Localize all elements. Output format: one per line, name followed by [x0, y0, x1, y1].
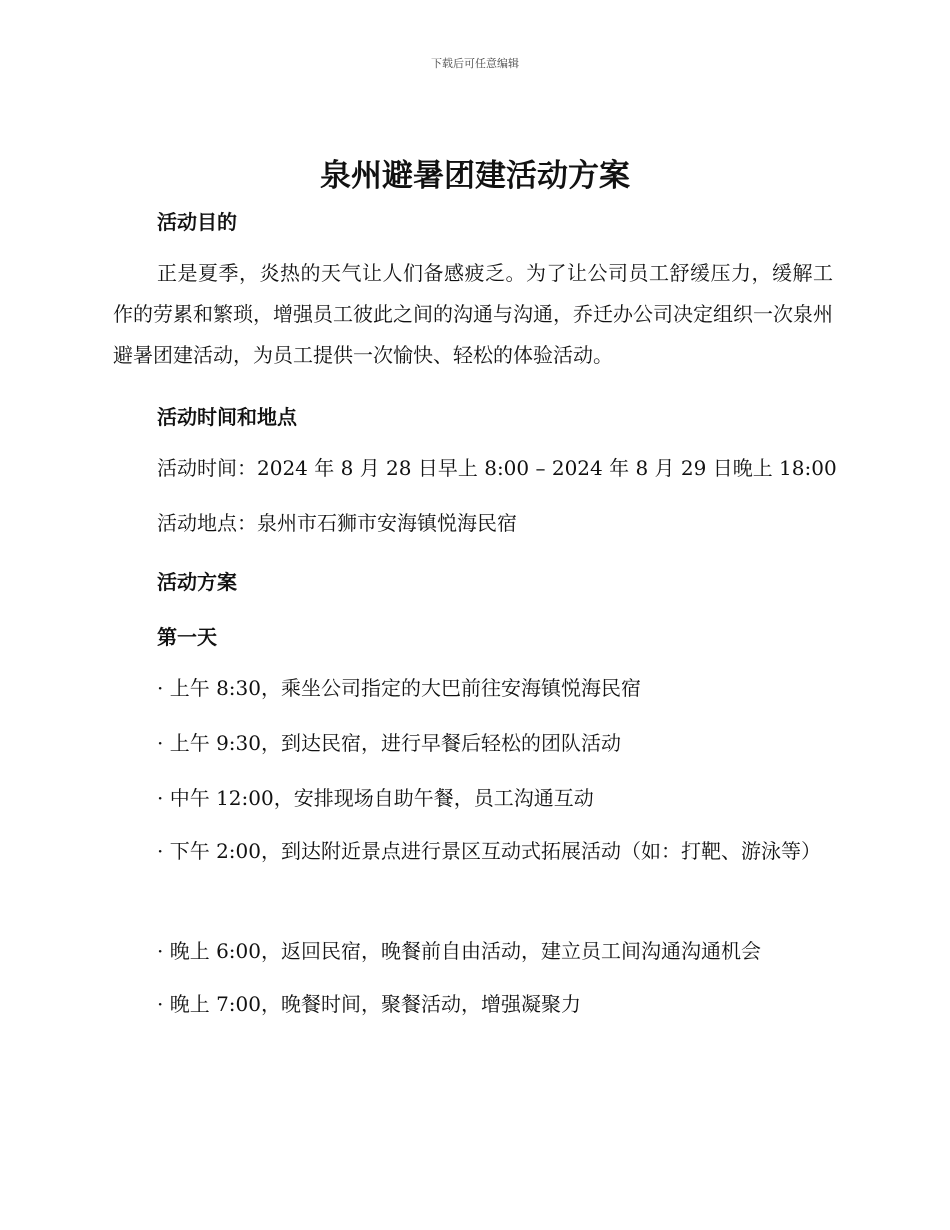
day1-heading: 第一天: [157, 625, 217, 649]
section-heading-plan: 活动方案: [157, 570, 237, 594]
activity-time: 活动时间：2024 年 8 月 28 日早上 8:00 – 2024 年 8 月 29 日晚上 18:00: [157, 456, 837, 480]
list-item: · 晚上 7:00，晚餐时间，聚餐活动，增强凝聚力: [157, 992, 581, 1016]
section-heading-time-place: 活动时间和地点: [157, 405, 297, 429]
list-item: · 下午 2:00，到达附近景点进行景区互动式拓展活动（如：打靶、游泳等）: [157, 839, 821, 863]
purpose-paragraph: 正是夏季，炎热的天气让人们备感疲乏。为了让公司员工舒缓压力，缓解工作的劳累和繁琐，增强员工彼此之间的沟通与沟通，乔迁办公司决定组织一次泉州避暑团建活动，为员工提供一次愉快、轻松的体验活动。: [113, 261, 833, 367]
header-note: 下载后可任意编辑: [431, 57, 519, 70]
activity-place: 活动地点：泉州市石狮市安海镇悦海民宿: [157, 511, 517, 535]
list-item: · 上午 8:30，乘坐公司指定的大巴前往安海镇悦海民宿: [157, 676, 641, 700]
list-item: · 晚上 6:00，返回民宿，晚餐前自由活动，建立员工间沟通沟通机会: [157, 939, 761, 963]
section-heading-purpose: 活动目的: [157, 210, 237, 234]
document-title: 泉州避暑团建活动方案: [320, 158, 630, 194]
list-item: · 中午 12:00，安排现场自助午餐，员工沟通互动: [157, 786, 594, 810]
list-item: · 上午 9:30，到达民宿，进行早餐后轻松的团队活动: [157, 731, 621, 755]
